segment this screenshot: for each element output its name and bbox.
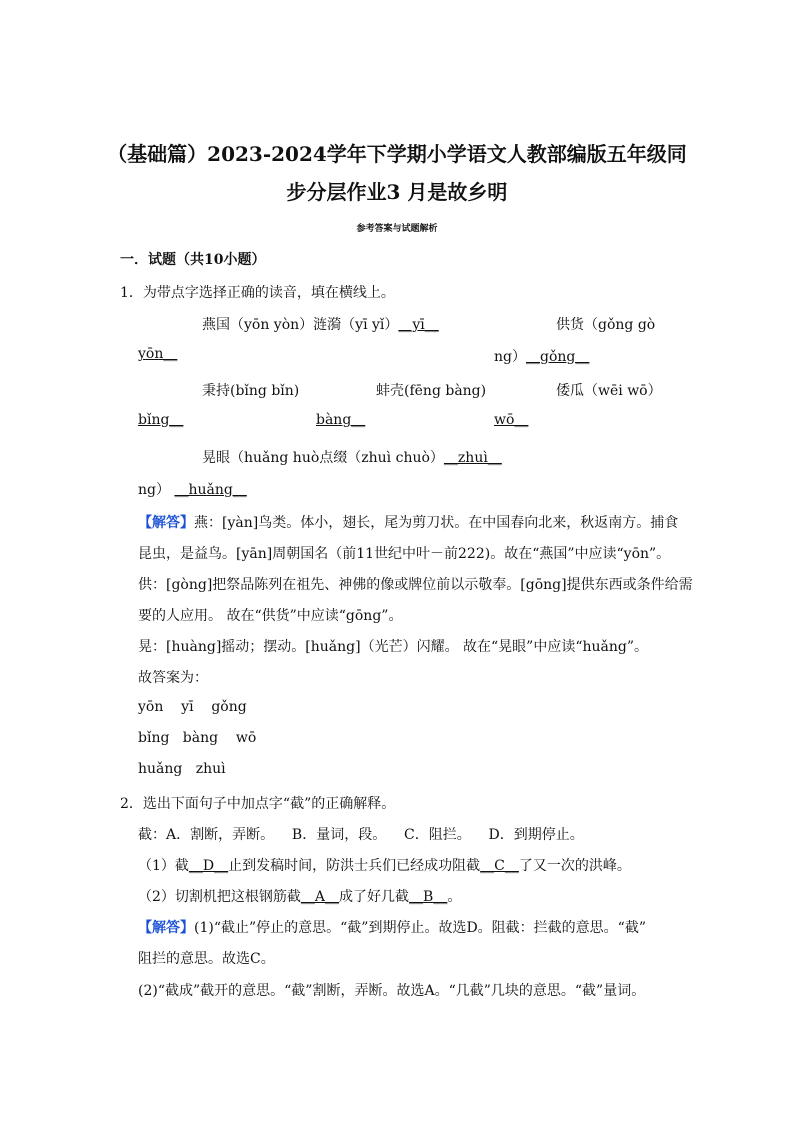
- q1-explanation-line4: 要的人应用。 故在“供货”中应读“gōng”。: [138, 608, 403, 624]
- q1-row3-cont-text: ng）: [138, 482, 170, 498]
- q2-s2-part2: 成了好几截: [339, 889, 410, 905]
- q1-answer-label: 故答案为：: [138, 670, 208, 686]
- q1-row1-item2-cont-text: ng）: [494, 349, 526, 365]
- q1-row1-item1-blank: __yī__: [398, 317, 439, 333]
- q2-options: 截：A．割断，弄断。 B．量词，段。 C．阻拦。 D．到期停止。: [138, 827, 584, 843]
- q1-row1-answer1: yōn__: [138, 346, 178, 362]
- q1-row3-item1-cont: [138, 479, 247, 499]
- q2-sentence1: [138, 855, 631, 875]
- q1-explanation-line1: [138, 512, 678, 532]
- q1-row2-item1: 秉持(bǐng bǐn): [202, 383, 300, 399]
- q1-row2-item3: 倭瓜（wēi wō）: [556, 383, 662, 399]
- q1-explanation-line5: 晃：[huàng]摇动；摆动。[huǎng]（光芒）闪耀。 故在“晃眼”中应读“huǎng”。: [138, 639, 649, 655]
- q1-final-answer1: yōn yī gǒng: [138, 699, 247, 715]
- section-heading: 一．试题（共10小题）: [120, 252, 266, 268]
- doc-title-line2: 步分层作业3 月是故乡明: [286, 180, 508, 204]
- q2-s2-part3: 。: [447, 889, 462, 905]
- q1-explanation-line2: 昆虫，是益鸟。[yān]周朝国名（前11世纪中叶－前222)。故在“燕国”中应读“yōn”。: [138, 546, 671, 562]
- q2-s2-blank2: __B__: [409, 889, 448, 905]
- q2-s1-part1: （1）截: [138, 858, 189, 874]
- q1-row1-item2-blank: __gǒng__: [525, 349, 590, 365]
- q1-row1-item1-text: 燕国（yōn yòn）涟漪（yī yǐ）: [202, 317, 399, 333]
- q2-explanation-line1: [138, 917, 646, 937]
- q1-row2-answer1: bǐng__: [138, 412, 184, 428]
- doc-title-line1: （基础篇）2023-2024学年下学期小学语文人教部编版五年级同: [107, 142, 687, 166]
- q1-row2-item2: 蚌壳(fēng bàng): [376, 383, 487, 399]
- q1-stem: 1．为带点字选择正确的读音，填在横线上。: [120, 285, 395, 301]
- q1-row2-answer3: wō__: [494, 412, 529, 428]
- q1-row1-item2-cont: [494, 346, 589, 366]
- q1-explanation-line3: 供：[gòng]把祭品陈列在祖先、神佛的像或牌位前以示敬奉。[gōng]提供东西或条件给需: [138, 577, 693, 593]
- q1-exp1-text: 燕：[yàn]鸟类。体小，翅长，尾为剪刀状。在中国春向北来，秋返南方。捕食: [194, 515, 679, 531]
- q2-s1-part2: 止到发稿时间，防洪士兵们已经成功阻截: [228, 858, 481, 874]
- doc-subtitle: 参考答案与试题解析: [356, 224, 438, 234]
- q1-row3-item1: [202, 447, 502, 467]
- q1-row3-cont-blank: __huǎng__: [174, 482, 247, 498]
- q1-row3-item1-text: 晃眼（huǎng huò点缀（zhuì chuò）: [202, 450, 444, 466]
- q2-e1-text: (1)“截止”停止的意思。“截”到期停止。故选D。阻截：拦截的意思。“截”: [194, 920, 646, 936]
- q2-s1-part3: 了又一次的洪峰。: [518, 858, 631, 874]
- q2-jieda-tag: 【解答】: [138, 920, 194, 936]
- q1-final-answer2: bǐng bàng wō: [138, 730, 257, 746]
- q1-row1-item1: [202, 314, 439, 334]
- q2-explanation-line3: (2)“截成”截开的意思。“截”割断，弄断。故选A。“几截”几块的意思。“截”量词。: [138, 983, 646, 999]
- q2-s2-part1: （2）切割机把这根钢筋截: [138, 889, 301, 905]
- q1-row2-answer2: bàng__: [316, 412, 366, 428]
- q1-row1-item2: 供货（gǒng gò: [556, 317, 656, 333]
- q1-final-answer3: huǎng zhuì: [138, 761, 226, 777]
- q2-s2-blank1: __A__: [300, 889, 340, 905]
- q1-jieda-tag: 【解答】: [138, 515, 194, 531]
- q2-stem: 2．选出下面句子中加点字“截”的正确解释。: [120, 796, 396, 812]
- q1-row3-item1-blank: __zhuì__: [443, 450, 502, 466]
- q2-sentence2: [138, 886, 461, 906]
- q2-s1-blank1: __D__: [188, 858, 229, 874]
- q2-s1-blank2: __C__: [480, 858, 519, 874]
- q2-explanation-line2: 阻拦的意思。故选C。: [138, 951, 275, 967]
